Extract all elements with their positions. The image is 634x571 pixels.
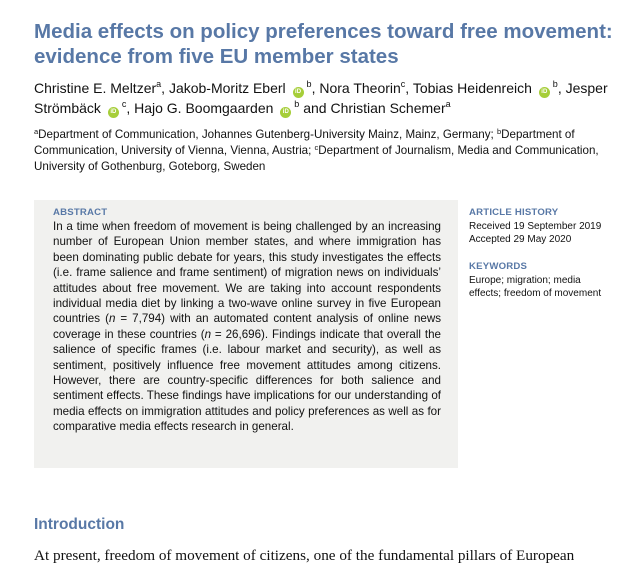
author-name: Jakob-Moritz Eberl	[168, 80, 286, 96]
affiliation-marker: b	[552, 79, 558, 89]
affiliation-label: c	[314, 143, 319, 152]
author-name: Hajo G. Boomgaarden	[134, 100, 274, 116]
affiliation-marker: c	[400, 79, 406, 89]
keywords-text: Europe; migration; media effects; freedom of movement	[469, 275, 602, 299]
affiliation-marker: a	[156, 79, 162, 89]
orcid-icon[interactable]: iD	[280, 107, 291, 118]
affiliation-marker: a	[445, 99, 451, 109]
author-list: Christine E. Meltzer$^a$, Jakob-Moritz Eberl $iD^b$, Nora Theorin$^c$, Tobias Heidenreich $iD^b$, Jesper Strömbäck $iD^c$, Hajo G. Boomgaarden $iD^b$ and Christian Schemer$^a$	[34, 79, 608, 116]
affiliation-text: Department of Communication, Johannes Gutenberg-University Mainz, Mainz, Germany;	[38, 128, 497, 141]
affiliation-marker: b	[294, 99, 300, 109]
article-title: Media effects on policy preferences toward free movement: evidence from five EU member states	[34, 20, 613, 68]
author-name: Christian Schemer	[330, 100, 446, 116]
author-name: Christine E. Meltzer	[34, 80, 157, 96]
affiliation-text: Department of Journalism, Media and Communication, University of Gothenburg, Goteborg, Sweden	[34, 144, 599, 173]
body-text-line: At present, freedom of movement of citizens, one of the fundamental pillars of European	[34, 547, 575, 564]
orcid-icon[interactable]: iD	[539, 87, 550, 98]
accepted-date: Accepted 29 May 2020	[469, 234, 572, 245]
introduction-heading: Introduction	[34, 516, 125, 533]
affiliation-marker: b	[306, 79, 312, 89]
affiliation-label: a	[34, 127, 39, 136]
abstract-heading: ABSTRACT	[53, 207, 108, 218]
received-date: Received 19 September 2019	[469, 221, 602, 232]
author-name: Nora Theorin	[319, 80, 401, 96]
author-name: Tobias Heidenreich	[412, 80, 532, 96]
affiliation-text: Department of Communication, University of Vienna, Vienna, Austria;	[34, 128, 575, 157]
author-name: Jesper Strömbäck	[34, 80, 608, 116]
orcid-icon[interactable]: iD	[293, 87, 304, 98]
abstract-text: In a time when freedom of movement is being challenged by an increasing number of European Union member states, and where immigration has been dominating public debate for years, this study investigates the effects (i.e. frame salience and frame sentiment) of migration news on individuals’ attitudes about free movement. We are taking into account respondents individual media diet by linking a two-wave online survey in five European countries (n = 7,794) with an automated content analysis of online news coverage in these countries (n = 26,696). Findings indicate that overall the salience of specific frames (i.e. labour market and security), as well as sentiment, positively influence free movement attitudes among citizens. However, there are country-specific differences for both salience and sentiment effects. These findings have implications for our understanding of media effects on immigration attitudes and policy preferences as well as for comparative media effects research in general.	[53, 220, 442, 434]
orcid-icon[interactable]: iD	[108, 107, 119, 118]
affiliation-marker: c	[121, 99, 127, 109]
keywords-heading: KEYWORDS	[469, 261, 528, 272]
article-history-heading: ARTICLE HISTORY	[469, 207, 559, 218]
affiliation-label: b	[496, 127, 502, 136]
affiliations	[34, 127, 614, 175]
